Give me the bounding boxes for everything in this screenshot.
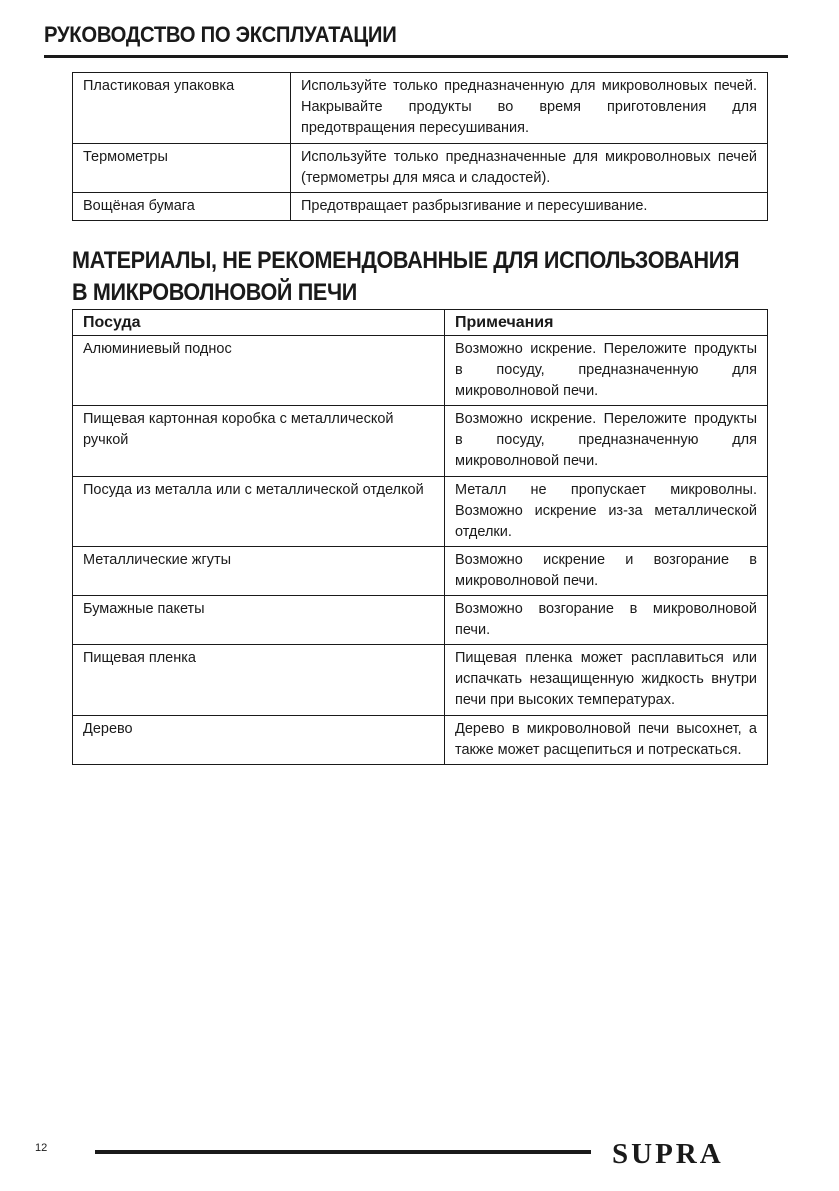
note-cell: Используйте только предназначенную для микроволновых печей. Накрывайте продукты во время приготовления для предотвращения пересушивания. [291, 73, 768, 144]
note-cell: Возможно искрение. Переложите продукты в посуду, предназначенную для микроволновой печи. [445, 406, 768, 477]
note-cell: Дерево в микроволновой печи высохнет, а также может расщепиться и потрескаться. [445, 716, 768, 765]
note-cell: Возможно искрение и возгорание в микроволновой печи. [445, 547, 768, 596]
material-cell: Термометры [73, 144, 291, 193]
table-row [73, 716, 768, 765]
table-row [73, 477, 768, 547]
table-header-row [73, 310, 768, 336]
note-cell: Пищевая пленка может расплавиться или испачкать незащищенную жидкость внутри печи при высоких температурах. [445, 645, 768, 716]
note-cell: Возможно возгорание в микроволновой печи. [445, 596, 768, 645]
section-title-line-1: МАТЕРИАЛЫ, НЕ РЕКОМЕНДОВАННЫЕ ДЛЯ ИСПОЛЬЗОВАНИЯ [72, 247, 740, 274]
column-header-notes: Примечания [445, 310, 768, 336]
table-row [73, 645, 768, 716]
not-recommended-materials-table [72, 309, 768, 765]
header-divider [44, 55, 788, 58]
footer-divider [95, 1150, 591, 1154]
material-cell: Пластиковая упаковка [73, 73, 291, 144]
table-row [73, 193, 768, 221]
material-cell: Вощёная бумага [73, 193, 291, 221]
note-cell: Возможно искрение. Переложите продукты в посуду, предназначенную для микроволновой печи. [445, 336, 768, 406]
table-row [73, 336, 768, 406]
table-row [73, 144, 768, 193]
table-row [73, 547, 768, 596]
dishware-cell: Бумажные пакеты [73, 596, 445, 645]
note-cell: Предотвращает разбрызгивание и пересушивание. [291, 193, 768, 221]
dishware-cell: Пищевая картонная коробка с металлической ручкой [73, 406, 445, 477]
table-row [73, 596, 768, 645]
supra-logo [612, 1137, 782, 1167]
section-title [72, 245, 739, 309]
note-cell: Используйте только предназначенные для микроволновых печей (термометры для мяса и сладостей). [291, 144, 768, 193]
column-header-dishware: Посуда [73, 310, 445, 336]
table-row [73, 73, 768, 144]
note-cell: Металл не пропускает микроволны. Возможно искрение из-за металлической отделки. [445, 477, 768, 547]
dishware-cell: Алюминиевый поднос [73, 336, 445, 406]
supra-logo-text: SUPRA [612, 1138, 724, 1167]
dishware-cell: Пищевая пленка [73, 645, 445, 716]
table-row [73, 406, 768, 477]
dishware-cell: Металлические жгуты [73, 547, 445, 596]
page-number: 12 [35, 1142, 48, 1154]
section-title-line-2: В МИКРОВОЛНОВОЙ ПЕЧИ [72, 279, 357, 306]
dishware-cell: Дерево [73, 716, 445, 765]
suitable-materials-table [72, 72, 768, 221]
dishware-cell: Посуда из металла или с металлической отделкой [73, 477, 445, 547]
page-title: РУКОВОДСТВО ПО ЭКСПЛУАТАЦИИ [44, 22, 397, 47]
